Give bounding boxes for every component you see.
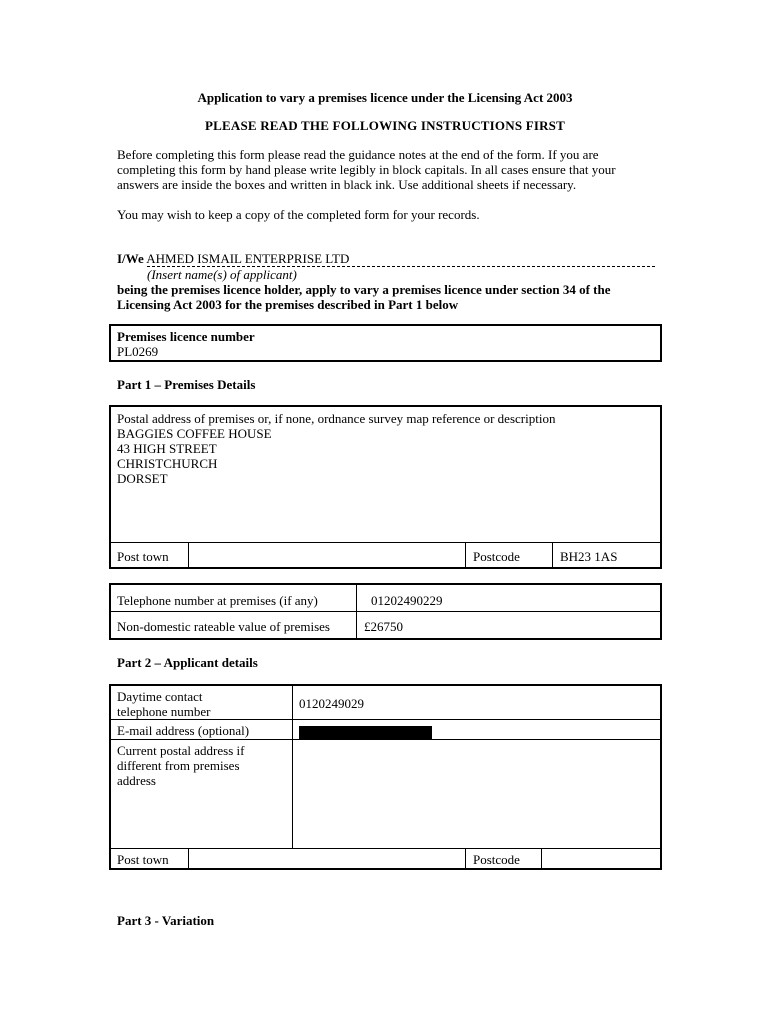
daytime-phone-label (117, 689, 211, 719)
post-town-label: Post town (117, 549, 169, 564)
daytime-phone-label-line: Daytime contact (117, 689, 203, 704)
divider (356, 585, 357, 638)
form-title: Application to vary a premises licence under the Licensing Act 2003 (197, 90, 573, 105)
applicant-details-box (109, 684, 662, 870)
postcode-field[interactable] (548, 852, 656, 867)
current-address-field[interactable] (299, 743, 654, 843)
instructions-line: completing this form by hand please write legibly in block capitals. In all cases ensure that your (117, 162, 616, 177)
divider (188, 848, 189, 868)
premises-address-label: Postal address of premises or, if none, ordnance survey map reference or description (117, 411, 556, 426)
instructions-text (117, 147, 677, 192)
current-address-label (117, 743, 244, 788)
licence-number-value[interactable]: PL0269 (117, 344, 159, 359)
email-label: E-mail address (optional) (117, 723, 250, 738)
redacted-email (299, 726, 432, 739)
address-line: BAGGIES COFFEE HOUSE (117, 426, 272, 441)
current-address-label-line: different from premises (117, 758, 240, 773)
applicant-prefix: I/We (117, 251, 144, 266)
licence-number-box (109, 324, 662, 362)
divider (541, 848, 542, 868)
postcode-label: Postcode (473, 549, 520, 564)
applicant-statement (117, 282, 677, 312)
instructions-line: Before completing this form please read the guidance notes at the end of the form. If you are (117, 147, 599, 162)
telephone-field[interactable]: 01202490229 (371, 593, 443, 608)
postcode-field[interactable]: BH23 1AS (560, 549, 618, 564)
part3-heading: Part 3 - Variation (117, 913, 215, 928)
post-town-field[interactable] (195, 852, 460, 867)
telephone-label: Telephone number at premises (if any) (117, 593, 318, 608)
statement-line: Licensing Act 2003 for the premises described in Part 1 below (117, 297, 459, 312)
part2-heading: Part 2 – Applicant details (117, 655, 258, 670)
divider (292, 686, 293, 848)
premises-address-value[interactable] (117, 426, 272, 486)
postcode-label: Postcode (473, 852, 520, 867)
divider (465, 542, 466, 567)
copy-note: You may wish to keep a copy of the completed form for your records. (117, 207, 480, 222)
divider (111, 719, 660, 720)
divider (111, 611, 660, 612)
premises-address-box (109, 405, 662, 569)
rateable-label: Non-domestic rateable value of premises (117, 619, 330, 634)
address-line: DORSET (117, 471, 168, 486)
post-town-field[interactable] (195, 549, 460, 565)
daytime-phone-label-line: telephone number (117, 704, 211, 719)
applicant-line (117, 251, 349, 266)
divider (552, 542, 553, 567)
applicant-name[interactable]: AHMED ISMAIL ENTERPRISE LTD (146, 251, 350, 266)
insert-name-hint: (Insert name(s) of applicant) (147, 267, 297, 282)
current-address-label-line: address (117, 773, 156, 788)
divider (465, 848, 466, 868)
instructions-line: answers are inside the boxes and written in black ink. Use additional sheets if necessary. (117, 177, 577, 192)
address-line: CHRISTCHURCH (117, 456, 218, 471)
divider (111, 739, 660, 740)
statement-line: being the premises licence holder, apply to vary a premises licence under section 34 of the (117, 282, 611, 297)
daytime-phone-field[interactable]: 0120249029 (299, 696, 364, 711)
divider (188, 542, 189, 567)
address-line: 43 HIGH STREET (117, 441, 217, 456)
current-address-label-line: Current postal address if (117, 743, 245, 758)
part1-heading: Part 1 – Premises Details (117, 377, 256, 392)
telephone-rateable-box (109, 583, 662, 640)
divider (111, 848, 660, 849)
divider (111, 542, 660, 543)
licence-number-label: Premises licence number (117, 329, 255, 344)
post-town-label: Post town (117, 852, 169, 867)
instructions-heading: PLEASE READ THE FOLLOWING INSTRUCTIONS FIRST (204, 118, 565, 133)
rateable-field[interactable]: £26750 (364, 619, 403, 634)
